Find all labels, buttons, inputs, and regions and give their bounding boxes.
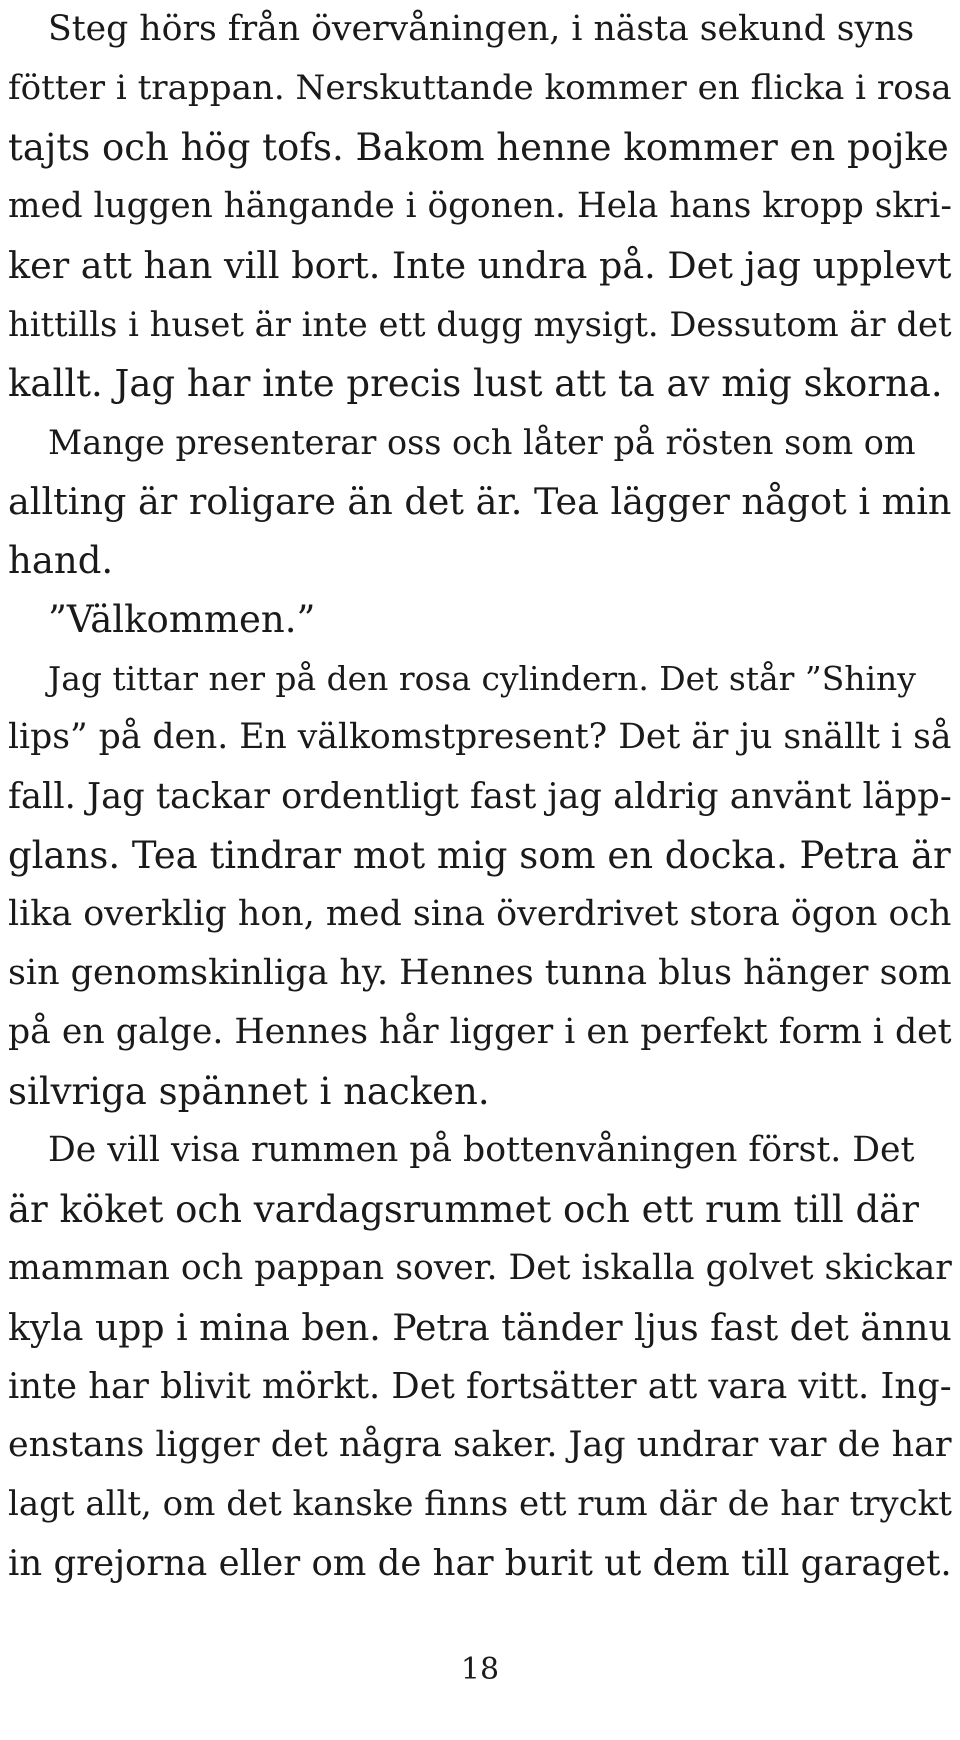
text-line: på en galge. Hennes hår ligger i en perfekt form i det bbox=[8, 1012, 952, 1052]
text-line: Mange presenterar oss och låter på rösten som om bbox=[48, 423, 916, 462]
text-line: allting är roligare än det är. Tea lägger något i min bbox=[8, 480, 952, 523]
paragraph bbox=[8, 1121, 952, 1593]
text-line: fall. Jag tackar ordentligt fast jag aldrig använt läpp- bbox=[8, 776, 952, 817]
text-line: hittills i huset är inte ett dugg mysigt. Dessutom är det bbox=[8, 305, 952, 344]
text-line: kyla upp i mina ben. Petra tänder ljus fast det ännu bbox=[8, 1306, 952, 1349]
paragraph bbox=[8, 413, 952, 590]
text-line: inte har blivit mörkt. Det fortsätter att vara vitt. Ing- bbox=[8, 1366, 952, 1407]
text-line: lika overklig hon, med sina överdrivet stora ögon och bbox=[8, 894, 952, 934]
text-line: hand. bbox=[8, 539, 114, 582]
text-line: De vill visa rummen på bottenvåningen först. Det bbox=[48, 1130, 915, 1170]
text-line: glans. Tea tindrar mot mig som en docka. Petra är bbox=[8, 834, 951, 877]
paragraph bbox=[8, 649, 952, 1121]
text-line: enstans ligger det några saker. Jag undrar var de har bbox=[8, 1425, 952, 1465]
text-line: Jag tittar ner på den rosa cylindern. Det står ”Shiny bbox=[48, 659, 916, 698]
text-line: är köket och vardagsrummet och ett rum till där bbox=[8, 1188, 919, 1231]
text-line: Steg hörs från övervåningen, i nästa sekund syns bbox=[48, 9, 915, 49]
paragraph bbox=[8, 0, 952, 413]
paragraph bbox=[8, 590, 952, 649]
text-line: ”Välkommen.” bbox=[48, 598, 316, 641]
text-line: silvriga spännet i nacken. bbox=[8, 1070, 490, 1113]
text-line: mamman och pappan sover. Det iskalla golvet skickar bbox=[8, 1248, 952, 1288]
text-line: kallt. Jag har inte precis lust att ta av mig skorna. bbox=[8, 362, 943, 405]
body-text bbox=[8, 0, 952, 1593]
text-line: lagt allt, om det kanske finns ett rum där de har tryckt bbox=[8, 1484, 952, 1524]
text-line: fötter i trappan. Nerskuttande kommer en flicka i rosa bbox=[8, 68, 952, 108]
text-line: sin genomskinliga hy. Hennes tunna blus hänger som bbox=[8, 953, 952, 993]
page-number: 18 bbox=[460, 1652, 500, 1687]
text-line: in grejorna eller om de har burit ut dem till garaget. bbox=[8, 1543, 952, 1584]
text-line: lips” på den. En välkomstpresent? Det är ju snällt i så bbox=[8, 717, 952, 757]
text-line: med luggen hängande i ögonen. Hela hans kropp skri- bbox=[8, 186, 952, 226]
text-line: tajts och hög tofs. Bakom henne kommer en pojke bbox=[8, 126, 949, 169]
text-line: ker att han vill bort. Inte undra på. Det jag upplevt bbox=[8, 244, 952, 287]
